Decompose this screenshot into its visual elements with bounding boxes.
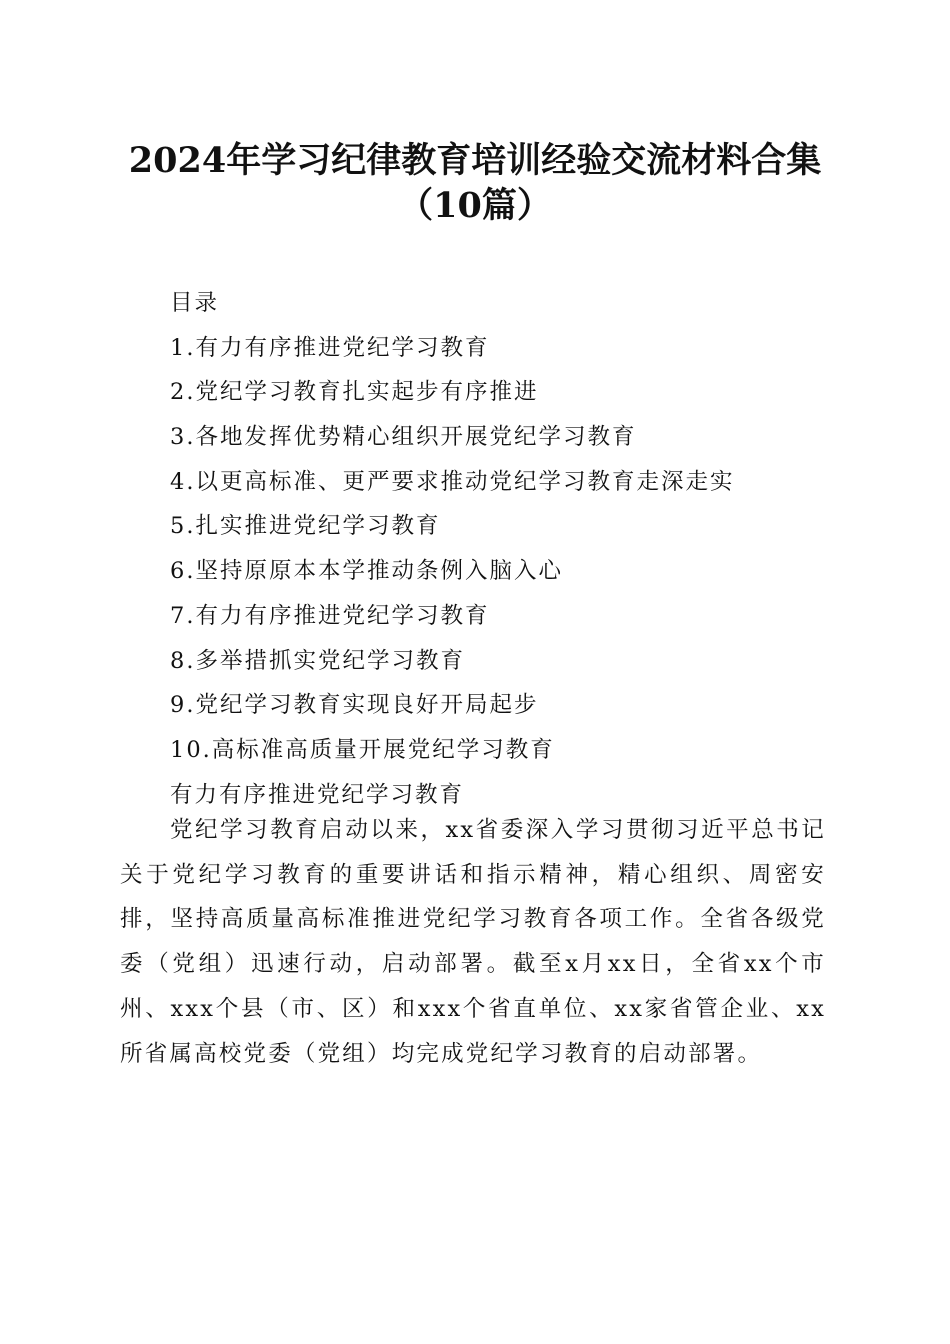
toc-item: 1.有力有序推进党纪学习教育: [170, 334, 490, 361]
toc-item: 8.多举措抓实党纪学习教育: [170, 647, 465, 674]
document-title: 2024年学习纪律教育培训经验交流材料合集: [128, 140, 822, 181]
toc-item: 6.坚持原原本本学推动条例入脑入心: [170, 558, 563, 585]
table-of-contents: [170, 281, 734, 817]
toc-item: 3.各地发挥优势精心组织开展党纪学习教育: [170, 424, 637, 451]
toc-item: 7.有力有序推进党纪学习教育: [170, 602, 490, 629]
section-heading: 有力有序推进党纪学习教育: [170, 781, 465, 808]
document-subtitle: （10篇）: [398, 185, 552, 226]
toc-item: 4.以更高标准、更严要求推动党纪学习教育走深走实: [170, 468, 735, 495]
toc-heading: 目录: [170, 290, 220, 316]
body-paragraph: 党纪学习教育启动以来，xx省委深入学习贯彻习近平总书记关于党纪学习教育的重要讲话和指示精神，精心组织、周密安排，坚持高质量高标准推进党纪学习教育各项工作。全省各级党委（党组）迅速行动，启动部署。截至x月xx日，全省xx个市州、xxx个县（市、区）和xxx个省直单位、xx家省管企业、xx所省属高校党委（党组）均完成党纪学习教育的启动部署。: [120, 817, 826, 1067]
toc-item: 9.党纪学习教育实现良好开局起步: [170, 692, 539, 719]
toc-item: 10.高标准高质量开展党纪学习教育: [170, 736, 555, 763]
toc-item: 5.扎实推进党纪学习教育: [170, 513, 441, 540]
toc-item: 2.党纪学习教育扎实起步有序推进: [170, 379, 539, 406]
